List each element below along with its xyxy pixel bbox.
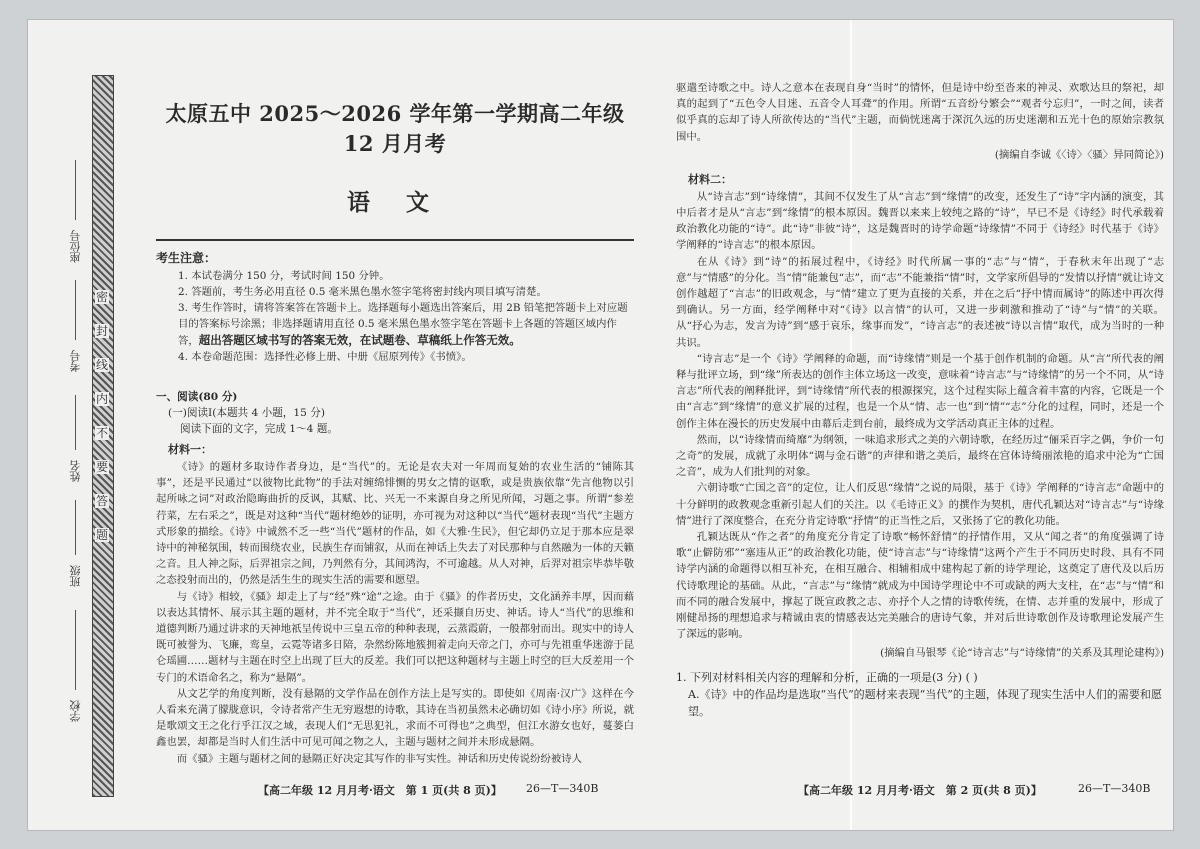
material-2-label: 材料二： bbox=[688, 172, 732, 186]
notice-title: 考生注意： bbox=[156, 251, 217, 265]
notice-item: 4. 本卷命题范围：选择性必修上册、中册《屈原列传》《书愤》。 bbox=[178, 351, 472, 363]
notice-item: 2. 答题前，考生务必用直径 0.5 毫米黑色墨水签字笔将密封线内项目填写清楚。 bbox=[178, 286, 547, 298]
seal-line bbox=[94, 290, 110, 542]
question-1 bbox=[676, 669, 1164, 686]
notice-bold-text: 超出答题区域书写的答案无效，在试题卷、草稿纸上作答无效。 bbox=[198, 333, 521, 347]
seal-char: 内 bbox=[95, 392, 108, 406]
school-label: 学校 bbox=[69, 700, 82, 722]
paragraph: 从“诗言志”到“诗缘情”，其间不仅发生了从“言志”到“缘情”的改变，还发生了“诗”字内涵的演变，其中后者才是从“言志”到“缘情”的根本原因。魏晋以来来上较纯之路的“诗”，早已不是《诗经》时代承载着政治教化功能的“诗”。此“诗”非彼“诗”，这是魏晋时的诗学命题“诗缘情”不同于《诗经》时代基于《诗》学阐释的“诗言志”的根本原因。 bbox=[676, 190, 1164, 252]
notice-item: 1. 本试卷满分 150 分，考试时间 150 分钟。 bbox=[178, 270, 390, 282]
footer-right: 【高二年级 12 月月考·语文 第 2 页(共 8 页)】 bbox=[798, 784, 1042, 797]
seal-char: 封 bbox=[95, 324, 108, 338]
seal-char: 题 bbox=[95, 528, 108, 542]
notice-item bbox=[178, 300, 634, 349]
paragraph: 然而，以“诗缘情而绮靡”为纲领，一味追求形式之美的六朝诗歌，在经历过“俪采百字之偶，争价一句之奇”的发展，成就了永明体“调与金石谐”的声律和谐之美后，最终在宫体诗绮丽浓艳的追求中沦为“亡国之音”，成为人们批判的对象。 bbox=[676, 433, 1164, 479]
name-line bbox=[75, 395, 76, 450]
option-a: A.《诗》中的作品均是选取“当代”的题材来表现“当代”的主题，体现了现实生活中人们的需要和愿望。 bbox=[688, 687, 1162, 718]
question-stem: 1. 下列对材料相关内容的理解和分析，正确的一项是(3 分) bbox=[676, 670, 963, 684]
seal-char: 不 bbox=[95, 426, 108, 440]
paragraph: 驱遣至诗歌之中。诗人之意本在表现自身“当时”的情怀，但是诗中纷至沓来的神灵、欢歌达旦的祭祀，却真的起到了“五色令人目迷、五音令人耳聋”的作用。所谓“五音纷兮繁会”“观者兮忘归”，一时之间，读者似乎真的忘却了诗人所欲传达的“当代”主题，而倘恍迷离于深沉久远的历史迷潮和五光十色的原始宗教氛围中。 bbox=[676, 82, 1164, 143]
seal-char: 答 bbox=[95, 494, 108, 508]
subject-title: 语 文 bbox=[346, 189, 443, 216]
source-citation: (摘编自马银琴《论“诗言志”与“诗缘情”的关系及其理论建构》) bbox=[880, 646, 1164, 659]
answer-bracket: ( ) bbox=[965, 670, 978, 684]
seat-no-label: 座位号 bbox=[69, 230, 82, 263]
notice-list bbox=[156, 268, 634, 365]
paragraph: 而《骚》主题与题材之间的悬隔正好决定其写作的非写实性。神话和历史传说纷纷被诗人 bbox=[176, 752, 583, 765]
exam-sheet bbox=[28, 20, 1173, 830]
title-rule bbox=[156, 239, 634, 241]
right-page bbox=[676, 80, 1164, 720]
seal-char: 要 bbox=[95, 460, 108, 474]
exam-no-line bbox=[75, 280, 76, 340]
class-label: 班级 bbox=[69, 565, 82, 587]
left-page bbox=[156, 80, 634, 767]
code-right: 26—T—340B bbox=[1078, 782, 1151, 795]
footer-left: 【高二年级 12 月月考·语文 第 1 页(共 8 页)】 bbox=[258, 784, 502, 797]
paragraph: “诗言志”是一个《诗》学阐释的命题，而“诗缘情”则是一个基于创作机制的命题。从“言”所代表的阐释与批评立场，到“缘”所表达的创作主体立场这一改变，意味着“诗言志”与“诗缘情”的另一个不同，从“诗言志”所代表的阐释批评，到“诗缘情”所代表的根源探究，这个过程实际上蕴含着丰富的内容，它既是一个由“言志”到“缘情”的意义扩展的过程，也是一个从“情、志一也”到“情”“志”分化的过程，同时，还是一个创作主体在漫长的历史发展中由幕后走到台前，最终成为文学活动真正主体的过程。 bbox=[676, 352, 1164, 430]
seal-char: 线 bbox=[95, 358, 108, 372]
school-line bbox=[75, 610, 76, 690]
paragraph: 孔颖达既从“作之者”的角度充分肯定了诗歌“畅怀舒情”的抒情作用，又从“闻之者”的角度强调了诗歌“止僻防邪”“塞违从正”的政治教化功能，使“诗言志”与“诗缘情”这两个产生于不同历史时段、具有不同诗学内涵的命题得以相互补充，在相互融合、相辅相成中建构起了新的诗学理论，这奠定了唐代及以后历代诗歌理论的基础。从此，“言志”与“缘情”就成为中国诗学理论中不可或缺的两大支柱，在“志”与“情”和而不同的融合发展中，撑起了既宣政教之志、亦抒个人之情的诗歌传统，在情、志并重的发展中，形成了刚健昂扬的理想追求与精诚由衷的情感表达完美融合的唐诗气象，并对后世诗歌创作及诗歌理论发展产生了深远的影响。 bbox=[676, 531, 1164, 641]
subsection-title: (一)阅读Ⅰ(本题共 4 小题，15 分) bbox=[168, 407, 325, 419]
paragraph: 《诗》的题材多取诗作者身边，是“当代”的。无论是农夫对一年周而复始的农业生活的“铺陈其事”，还是平民通过“以彼物比此物”的手法对缠绵悱恻的男女之情的讴歌，或是贵族依靠“先言他物以引起所咏之词”对政治隐晦曲折的反讽，其赋、比、兴无一不来源自身之所见所闻，习题之事。所谓“参差荇菜，左右采之”，既是对这种“当代”题材绝妙的证明，亦可视为对这种以“当代”题材表现“当代”主题方式形象的描绘。《诗》中诚然不乏一些“当代”题材的作品，如《大雅·生民》，但它却仍立足于那本应是翠诗中的神秘氛围，转而围绕农业，民族生存而铺叙，从而在神话上失去了对民那种与自然融为一体的天籁之音。且人神之际，后羿祖宗之间，乃判然有分，其间鸿沟，不可逾越。从人对神，后羿对祖宗毕恭毕敬之态投射而出的，仍然是活生生的现实生活的需要和愿望。 bbox=[156, 461, 634, 587]
material-1-label: 材料一： bbox=[168, 443, 212, 456]
source-citation: (摘编自李诚《〈诗〉〈骚〉异同简论》) bbox=[994, 148, 1164, 161]
class-line bbox=[75, 500, 76, 555]
seat-no-line bbox=[75, 160, 76, 220]
paragraph: 在从《诗》到“诗”的拓展过程中，《诗经》时代所属一事的“志”与“情”，于春秋末年出现了“志意”与“情感”的分化。当“情”能兼包“志”，而“志”不能兼指“情”时，文学家所倡导的“发情以抒情”就让诗文创作越超了“言志”的旧政观念，与“情”建立了更为直接的关系，并在之后“抒中情而属诗”的陈述中再次得到确认。另一方面，经学阐释中对“《诗》以言情”的认可，又进一步刺激和推动了“诗”与“情”的关联。从“抒心为志，发言为诗”到“感于哀乐，缘事而发”，“诗言志”的表述被“诗以言情”取代，成为当时的一种共识。 bbox=[676, 255, 1164, 349]
paragraph: 从文艺学的角度判断，没有悬隔的文学作品在创作方法上是写实的。即使如《周南·汉广》这样在今人看来充满了朦胧意识，令诗者常产生无穷遐想的诗歌，其诗在当初虽然未必确切如《诗小序》所说，就是歌颂文王之化行乎江汉之域，表现人们“无思犯礼，求而不可得也”之典型，但江水游女也好，蔓蒌白鑫也罢，却都是当时人们生活中可见可闻之物之人，主题与题材之间并未形成悬隔。 bbox=[156, 687, 634, 749]
exam-no-label: 考号 bbox=[69, 350, 82, 372]
code-left: 26—T—340B bbox=[526, 782, 599, 795]
instruction: 阅读下面的文字，完成 1～4 题。 bbox=[180, 423, 338, 435]
section-title: 一、阅读(80 分) bbox=[156, 391, 238, 403]
seal-char: 密 bbox=[95, 290, 108, 304]
paragraph: 与《诗》相较，《骚》却走上了与“经”殊“途”之途。由于《骚》的作者历史，文化涵养丰厚，因而藉以表达其情怀、展示其主题的题材，并不完全取于“当代”，还采撷自历史、神话。诗人“当代”的思维和道德判断乃通过讲求的天神地祇呈传说中三皇五帝的种种表现，云蒸霞蔚，一般都射而出。现实中的诗人既可被誉为、飞廉，鸾皇，云霓等诸多日陪，杂然纷陈地簇拥着走向天帝之门，亦可与先祖重华迷游于昆仑瑶圃……题材与主题在时空上出现了巨大的反差。我们可以把这种题材与主题上时空的巨大反差用一个专门的术语命名之，称为“悬隔”。 bbox=[156, 590, 634, 684]
name-label: 姓名 bbox=[69, 460, 82, 482]
exam-title: 太原五中 2025～2026 学年第一学期高二年级 12 月月考 bbox=[165, 101, 625, 156]
notice-text: 3. 考生作答时，请将答案答在答题卡上。选择题每小题选出答案后，用 2B 铅笔把答题卡上对应题目的答案标号涂黑；非选择题请用直径 0.5 毫米黑色墨水签字笔在答题卡上各题的答题区域内作答， bbox=[178, 302, 628, 347]
paragraph: 六朝诗歌“亡国之音”的定位，让人们反思“缘情”之说的局限，基于《诗》学阐释的“诗言志”命题中的十分鲜明的政教观念重新引起人们的关注。以《毛诗正义》的撰作为契机，唐代孔颖达对“诗言志”与“诗缘情”进行了深度整合，在充分肯定诗歌“抒情”的正当性之后，又张扬了它的教化功能。 bbox=[676, 482, 1164, 527]
